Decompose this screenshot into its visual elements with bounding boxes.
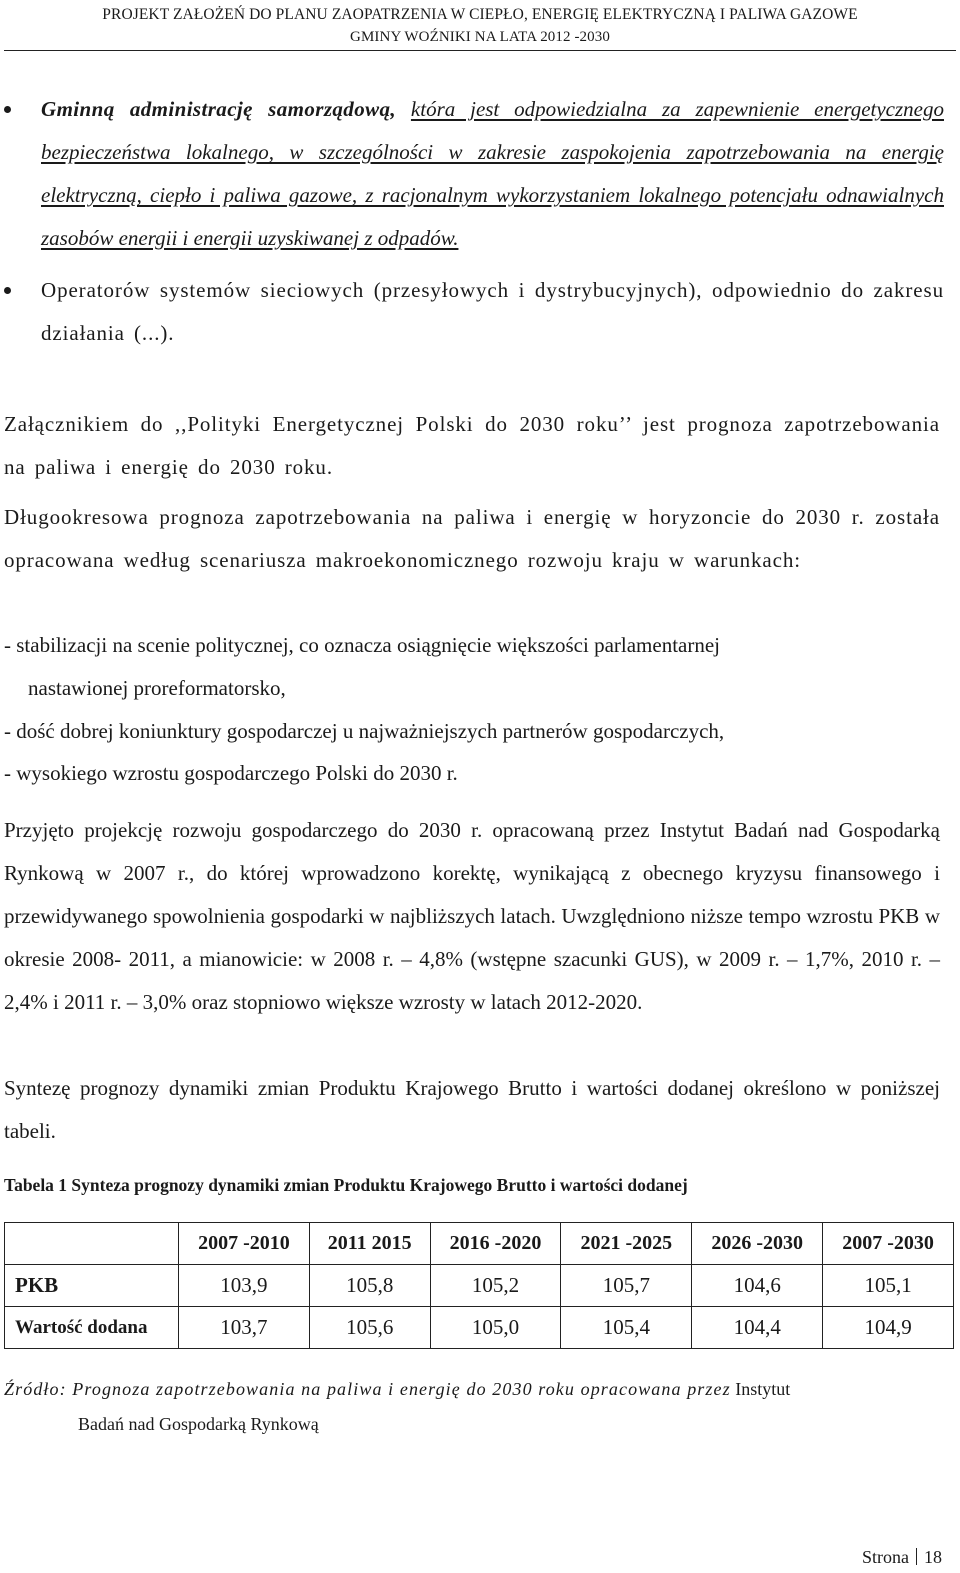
table-cell: 104,6	[692, 1265, 823, 1307]
list-item	[0, 269, 944, 355]
column-header: 2007 -2010	[179, 1223, 310, 1265]
column-header	[5, 1223, 179, 1265]
column-header: 2007 -2030	[823, 1223, 954, 1265]
table-row	[5, 1265, 954, 1307]
table-source-note	[4, 1372, 944, 1442]
table-cell: 105,6	[309, 1307, 430, 1349]
table-row	[5, 1307, 954, 1349]
table-header-row	[5, 1223, 954, 1265]
row-label: PKB	[5, 1265, 179, 1307]
dash-item: - wysokiego wzrostu gospodarczego Polski do 2030 r.	[4, 761, 458, 785]
page-label: Strona	[862, 1547, 909, 1567]
table-cell: 105,2	[430, 1265, 561, 1307]
table-cell: 103,7	[179, 1307, 310, 1349]
paragraph: Przyjęto projekcję rozwoju gospodarczego do 2030 r. opracowaną przez Instytut Badań nad Gospodarką Rynkową w 2007 r., do której wprowadzono korektę, wynikającą z obecnego kryzysu finansowego i przewidywanego spowolnienia gospodarki w najbliższych latach. Uwzględniono niższe tempo wzrostu PKB w okresie 2008- 2011, a mianowicie: w 2008 r. – 4,8% (wstępne szacunki GUS), w 2009 r. – 1,7%, 2010 r. – 2,4% i 2011 r. – 3,0% oraz stopniowo większe wzrosty w latach 2012-2020.	[4, 818, 940, 1014]
bullet-icon	[4, 287, 11, 294]
source-text-institute: Instytut	[735, 1379, 791, 1399]
column-header: 2011 2015	[309, 1223, 430, 1265]
bullet-text: Operatorów systemów sieciowych (przesyłowych i dystrybucyjnych), odpowiednio do zakresu działania (...).	[41, 278, 944, 345]
table-cell: 105,4	[561, 1307, 692, 1349]
page-number: 18	[924, 1547, 942, 1567]
column-header: 2026 -2030	[692, 1223, 823, 1265]
data-table	[4, 1222, 954, 1349]
dash-item-continuation: nastawionej proreformatorsko,	[28, 676, 286, 700]
dash-item: - dość dobrej koniunktury gospodarczej u najważniejszych partnerów gospodarczych,	[4, 719, 725, 743]
header-line-2: GMINY WOŹNIKI NA LATA 2012 -2030	[350, 29, 610, 45]
column-header: 2016 -2020	[430, 1223, 561, 1265]
source-text: Źródło: Prognoza zapotrzebowania na paliwa i energię do 2030 roku opracowana przez	[4, 1379, 731, 1399]
table-cell: 105,8	[309, 1265, 430, 1307]
bullet-lead: Gminną administrację samorządową,	[41, 97, 397, 121]
table-cell: 105,0	[430, 1307, 561, 1349]
column-header: 2021 -2025	[561, 1223, 692, 1265]
page-footer	[862, 1547, 942, 1568]
bullet-text: która jest odpowiedzialna za zapewnienie energetycznego bezpieczeństwa lokalnego, w szczególności w zakresie zaspokojenia zapotrzebowania na energię elektryczną, ciepło i paliwa gazowe, z racjonalnym wykorzystaniem lokalnego potencjału odnawialnych zasobów energii i energii uzyskiwanej z odpadów.	[41, 97, 944, 250]
header-divider	[4, 50, 956, 51]
bullet-icon	[4, 106, 11, 113]
table-cell: 103,9	[179, 1265, 310, 1307]
row-label: Wartość dodana	[5, 1307, 179, 1349]
table-cell: 105,1	[823, 1265, 954, 1307]
paragraph: Załącznikiem do ,,Polityki Energetycznej Polski do 2030 roku’’ jest prognoza zapotrzebowania na paliwa i energię do 2030 roku.	[4, 412, 940, 479]
list-item	[0, 88, 944, 260]
page-header	[0, 4, 960, 48]
source-text-line-2: Badań nad Gospodarką Rynkową	[78, 1414, 319, 1434]
bullet-list	[0, 88, 944, 355]
header-line-1: PROJEKT ZAŁOŻEŃ DO PLANU ZAOPATRZENIA W CIEPŁO, ENERGIĘ ELEKTRYCZNĄ I PALIWA GAZOWE	[102, 6, 858, 23]
dash-item: - stabilizacji na scenie politycznej, co oznacza osiągnięcie większości parlamentarnej	[4, 633, 720, 657]
table-cell: 104,9	[823, 1307, 954, 1349]
paragraph: Długookresowa prognoza zapotrzebowania na paliwa i energię w horyzoncie do 2030 r. została opracowana według scenariusza makroekonomicznego rozwoju kraju w warunkach:	[4, 505, 940, 572]
table-title: Tabela 1 Synteza prognozy dynamiki zmian Produktu Krajowego Brutto i wartości dodanej	[4, 1175, 688, 1195]
table-cell: 104,4	[692, 1307, 823, 1349]
paragraph: Syntezę prognozy dynamiki zmian Produktu Krajowego Brutto i wartości dodanej określono w poniższej tabeli.	[4, 1076, 940, 1143]
footer-separator	[916, 1548, 917, 1565]
table-cell: 105,7	[561, 1265, 692, 1307]
